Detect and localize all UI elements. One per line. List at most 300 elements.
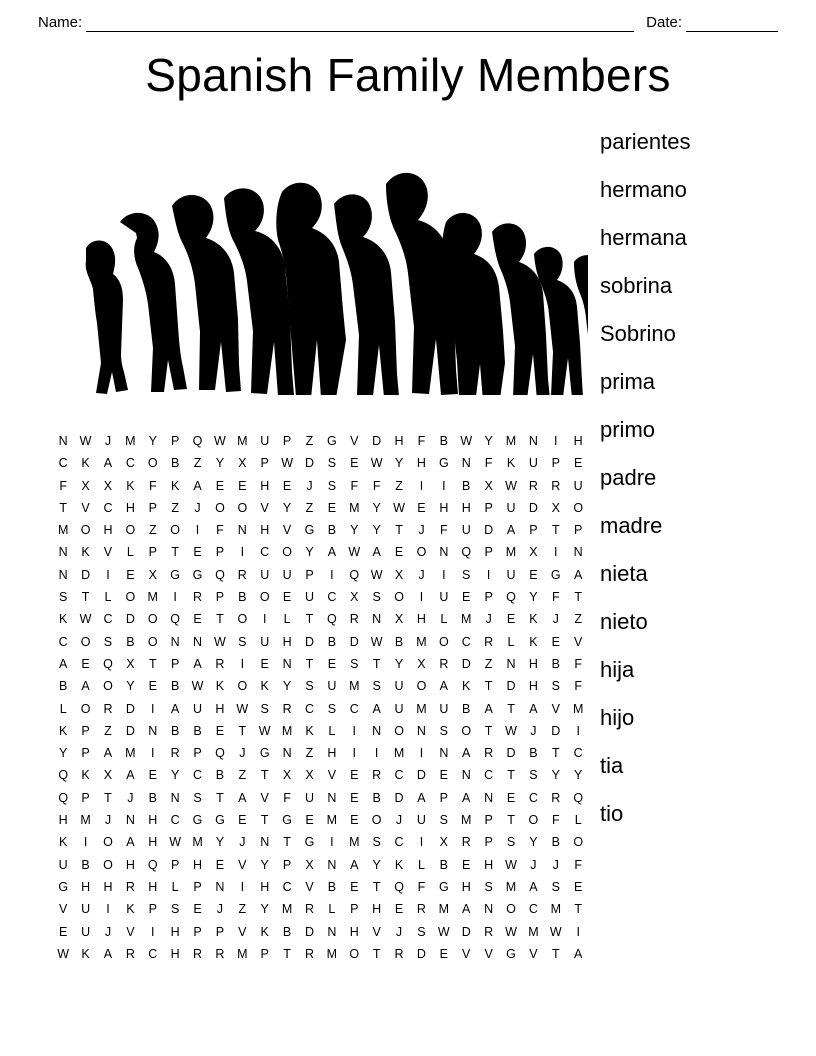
grid-cell[interactable]: P [484,590,493,605]
grid-cell[interactable]: C [394,835,404,850]
grid-cell[interactable]: P [193,879,202,894]
grid-cell[interactable]: D [304,456,314,471]
grid-cell[interactable]: N [416,723,426,738]
grid-cell[interactable]: Z [104,723,112,738]
grid-cell[interactable]: A [59,656,68,671]
grid-cell[interactable]: E [506,612,516,627]
grid-cell[interactable]: X [529,545,538,560]
grid-cell[interactable]: P [170,434,180,448]
grid-cell[interactable]: J [216,902,224,917]
grid-cell[interactable]: A [103,746,113,761]
grid-cell[interactable]: W [370,456,383,471]
grid-cell[interactable]: Y [574,768,583,783]
grid-cell[interactable]: I [173,590,177,605]
grid-cell[interactable]: C [349,701,359,716]
grid-cell[interactable]: E [350,879,359,894]
grid-cell[interactable]: S [462,567,471,582]
grid-cell[interactable]: F [551,590,560,605]
grid-cell[interactable]: R [439,656,449,671]
grid-cell[interactable]: X [394,567,404,582]
grid-cell[interactable]: W [281,456,293,471]
grid-cell[interactable]: P [193,746,202,761]
grid-cell[interactable]: R [304,902,314,917]
grid-cell[interactable]: R [484,746,494,761]
grid-cell[interactable]: S [327,701,337,716]
grid-cell[interactable]: M [393,746,405,761]
grid-cell[interactable]: U [282,567,292,582]
grid-cell[interactable]: S [260,701,269,716]
grid-cell[interactable]: O [416,545,427,560]
grid-cell[interactable]: D [416,768,426,783]
grid-cell[interactable]: C [193,768,203,783]
grid-cell[interactable]: E [462,857,471,872]
grid-cell[interactable]: P [260,456,269,471]
grid-cell[interactable]: E [193,902,202,917]
grid-cell[interactable]: P [193,924,202,939]
grid-cell[interactable]: N [327,924,337,939]
grid-cell[interactable]: P [439,790,448,805]
grid-cell[interactable]: C [58,634,68,649]
grid-cell[interactable]: Y [372,523,381,538]
grid-cell[interactable]: A [529,701,538,716]
grid-cell[interactable]: N [215,879,225,894]
grid-cell[interactable]: K [81,768,90,783]
grid-cell[interactable]: Y [215,835,225,850]
grid-cell[interactable]: F [574,857,582,872]
grid-cell[interactable]: J [127,790,134,805]
grid-cell[interactable]: X [126,656,135,671]
grid-cell[interactable]: E [394,545,404,560]
grid-cell[interactable]: G [438,879,449,894]
grid-cell[interactable]: I [262,612,267,627]
grid-cell[interactable]: F [574,679,582,694]
grid-cell[interactable]: B [170,723,180,738]
grid-cell[interactable]: Y [59,746,68,761]
grid-cell[interactable]: X [238,456,247,471]
grid-cell[interactable]: M [349,679,360,694]
grid-cell[interactable]: B [462,701,471,716]
grid-cell[interactable]: R [215,656,225,671]
grid-cell[interactable]: I [151,701,155,716]
grid-cell[interactable]: S [103,634,113,649]
grid-cell[interactable]: H [148,879,158,894]
grid-cell[interactable]: C [573,746,583,761]
grid-cell[interactable]: K [59,723,68,738]
grid-cell[interactable]: N [237,523,247,538]
grid-cell[interactable]: R [416,902,426,917]
grid-cell[interactable]: R [551,478,561,493]
grid-cell[interactable]: E [126,567,135,582]
grid-cell[interactable]: M [147,590,158,605]
grid-cell[interactable]: E [282,590,292,605]
grid-cell[interactable]: B [126,634,135,649]
grid-cell[interactable]: I [330,567,334,582]
grid-cell[interactable]: I [151,924,155,939]
grid-cell[interactable]: O [573,500,584,515]
grid-cell[interactable]: M [349,835,360,850]
grid-cell[interactable]: Y [126,679,135,694]
grid-cell[interactable]: V [305,879,314,894]
grid-cell[interactable]: R [349,612,359,627]
grid-cell[interactable]: L [171,879,179,894]
grid-cell[interactable]: M [237,434,248,448]
grid-cell[interactable]: R [170,746,180,761]
grid-cell[interactable]: V [350,434,359,448]
grid-cell[interactable]: Q [573,790,584,805]
grid-cell[interactable]: O [125,590,136,605]
grid-cell[interactable]: T [59,500,68,515]
grid-cell[interactable]: J [306,478,313,493]
grid-cell[interactable]: M [416,701,427,716]
grid-cell[interactable]: I [442,478,446,493]
grid-cell[interactable]: U [58,857,68,872]
grid-cell[interactable]: D [81,567,91,582]
grid-cell[interactable]: N [125,813,135,828]
grid-cell[interactable]: H [416,612,426,627]
grid-cell[interactable]: M [528,924,539,939]
grid-cell[interactable]: J [194,500,201,515]
grid-cell[interactable]: V [238,857,247,872]
grid-cell[interactable]: U [327,679,337,694]
grid-cell[interactable]: D [416,946,426,961]
grid-cell[interactable]: H [282,634,292,649]
grid-cell[interactable]: P [215,924,225,939]
grid-cell[interactable]: N [461,456,471,471]
grid-cell[interactable]: F [440,523,448,538]
grid-cell[interactable]: R [125,879,135,894]
grid-cell[interactable]: H [439,500,449,515]
grid-cell[interactable]: N [484,790,494,805]
grid-cell[interactable]: S [372,590,381,605]
grid-cell[interactable]: Y [372,500,381,515]
grid-cell[interactable]: O [416,679,427,694]
grid-cell[interactable]: K [170,478,180,493]
grid-cell[interactable]: U [439,590,449,605]
grid-cell[interactable]: R [193,590,203,605]
grid-cell[interactable]: J [418,567,425,582]
grid-cell[interactable]: N [372,612,382,627]
grid-cell[interactable]: D [506,679,516,694]
grid-cell[interactable]: B [551,835,560,850]
word-list-item[interactable]: hermana [600,225,687,250]
grid-cell[interactable]: A [193,478,202,493]
grid-cell[interactable]: E [327,656,337,671]
grid-cell[interactable]: F [551,813,560,828]
grid-cell[interactable]: J [418,523,425,538]
grid-cell[interactable]: G [282,813,292,828]
grid-cell[interactable]: E [193,612,202,627]
grid-cell[interactable]: M [461,612,472,627]
grid-cell[interactable]: Y [350,523,359,538]
grid-cell[interactable]: V [238,924,247,939]
grid-cell[interactable]: Z [574,612,582,627]
grid-cell[interactable]: I [374,746,379,761]
grid-cell[interactable]: T [148,656,157,671]
grid-cell[interactable]: Z [305,500,314,515]
grid-cell[interactable]: J [530,857,537,872]
grid-cell[interactable]: R [461,835,471,850]
grid-cell[interactable]: L [507,634,515,649]
grid-cell[interactable]: W [505,723,517,738]
grid-cell[interactable]: Q [215,567,225,582]
grid-cell[interactable]: H [349,924,359,939]
grid-cell[interactable]: I [419,478,424,493]
grid-cell[interactable]: U [394,679,404,694]
grid-cell[interactable]: P [350,902,359,917]
grid-cell[interactable]: N [170,790,180,805]
grid-cell[interactable]: V [462,946,471,961]
grid-cell[interactable]: O [237,500,248,515]
grid-cell[interactable]: N [327,857,337,872]
grid-cell[interactable]: F [484,456,493,471]
grid-cell[interactable]: V [260,790,269,805]
grid-cell[interactable]: M [281,902,293,917]
grid-cell[interactable]: W [79,434,92,448]
grid-cell[interactable]: K [126,902,135,917]
grid-cell[interactable]: U [506,500,516,515]
grid-cell[interactable]: X [103,768,113,783]
grid-cell[interactable]: J [552,612,559,627]
grid-cell[interactable]: H [372,902,382,917]
grid-cell[interactable]: A [462,790,471,805]
grid-cell[interactable]: U [304,790,314,805]
grid-cell[interactable]: U [81,902,91,917]
grid-cell[interactable]: S [372,835,381,850]
grid-cell[interactable]: E [81,656,90,671]
grid-cell[interactable]: P [305,567,314,582]
grid-cell[interactable]: M [57,523,69,538]
grid-cell[interactable]: V [59,902,68,917]
grid-cell[interactable]: Y [282,500,292,515]
grid-cell[interactable]: X [103,478,113,493]
grid-cell[interactable]: A [439,679,448,694]
grid-cell[interactable]: J [485,612,492,627]
grid-cell[interactable]: A [506,523,516,538]
grid-cell[interactable]: D [461,924,471,939]
grid-cell[interactable]: W [505,857,517,872]
grid-cell[interactable]: I [352,746,357,761]
grid-cell[interactable]: K [59,835,68,850]
grid-cell[interactable]: E [417,500,426,515]
grid-cell[interactable]: S [551,679,560,694]
grid-cell[interactable]: U [416,813,426,828]
grid-cell[interactable]: C [282,879,292,894]
grid-cell[interactable]: D [304,634,314,649]
grid-cell[interactable]: V [484,946,493,961]
grid-cell[interactable]: D [349,634,359,649]
grid-cell[interactable]: X [350,590,359,605]
grid-cell[interactable]: W [214,434,226,448]
grid-cell[interactable]: H [103,879,113,894]
grid-cell[interactable]: T [551,746,560,761]
grid-cell[interactable]: S [59,590,68,605]
grid-cell[interactable]: H [260,478,270,493]
grid-cell[interactable]: R [103,701,113,716]
grid-cell[interactable]: I [330,835,334,850]
grid-cell[interactable]: V [529,946,538,961]
grid-cell[interactable]: R [528,478,538,493]
grid-cell[interactable]: M [125,746,136,761]
grid-cell[interactable]: C [125,456,135,471]
grid-cell[interactable]: R [237,567,247,582]
grid-cell[interactable]: I [486,567,491,582]
grid-cell[interactable]: O [394,590,404,605]
grid-cell[interactable]: L [440,612,448,627]
grid-cell[interactable]: N [282,656,292,671]
grid-cell[interactable]: Y [529,835,538,850]
grid-cell[interactable]: A [103,456,113,471]
grid-cell[interactable]: T [507,768,515,783]
grid-cell[interactable]: H [327,746,337,761]
grid-cell[interactable]: C [528,902,538,917]
grid-cell[interactable]: P [529,523,538,538]
grid-cell[interactable]: I [151,746,155,761]
grid-cell[interactable]: K [305,723,314,738]
grid-cell[interactable]: Z [305,746,314,761]
grid-cell[interactable]: Z [238,768,247,783]
grid-cell[interactable]: B [193,723,202,738]
grid-cell[interactable]: Z [148,523,157,538]
grid-cell[interactable]: Y [529,590,538,605]
grid-cell[interactable]: G [192,813,203,828]
grid-cell[interactable]: E [551,634,560,649]
grid-cell[interactable]: A [574,946,583,961]
grid-cell[interactable]: B [551,656,560,671]
grid-cell[interactable]: G [192,567,203,582]
grid-cell[interactable]: F [216,523,224,538]
grid-cell[interactable]: J [552,857,559,872]
grid-cell[interactable]: O [237,612,248,627]
grid-cell[interactable]: E [148,679,157,694]
grid-cell[interactable]: H [125,500,135,515]
word-list-item[interactable]: primo [600,417,656,442]
grid-cell[interactable]: H [573,434,583,448]
grid-cell[interactable]: Z [305,434,314,448]
grid-cell[interactable]: Q [58,768,69,783]
grid-cell[interactable]: N [439,746,449,761]
grid-cell[interactable]: W [505,478,517,493]
grid-cell[interactable]: V [126,924,135,939]
grid-cell[interactable]: Y [170,768,180,783]
grid-cell[interactable]: P [215,590,225,605]
grid-cell[interactable]: B [327,523,337,538]
grid-cell[interactable]: B [439,434,448,448]
grid-cell[interactable]: B [215,768,225,783]
grid-cell[interactable]: H [484,857,494,872]
grid-cell[interactable]: N [58,545,68,560]
grid-cell[interactable]: H [148,813,158,828]
grid-cell[interactable]: M [125,434,136,448]
grid-cell[interactable]: N [58,567,68,582]
grid-cell[interactable]: D [551,723,561,738]
grid-cell[interactable]: S [238,634,247,649]
grid-cell[interactable]: A [126,768,135,783]
grid-cell[interactable]: T [305,612,314,627]
grid-cell[interactable]: B [148,790,157,805]
grid-cell[interactable]: P [282,857,292,872]
grid-cell[interactable]: T [484,679,493,694]
grid-cell[interactable]: J [395,924,403,939]
grid-cell[interactable]: J [530,723,537,738]
grid-cell[interactable]: U [439,701,449,716]
grid-cell[interactable]: O [282,545,292,560]
word-list-item[interactable]: nieta [600,561,648,586]
grid-cell[interactable]: Q [215,746,225,761]
grid-cell[interactable]: V [282,523,292,538]
grid-cell[interactable]: H [528,679,538,694]
grid-cell[interactable]: T [104,790,112,805]
grid-cell[interactable]: O [103,835,113,850]
grid-cell[interactable]: R [193,946,203,961]
grid-cell[interactable]: N [372,723,382,738]
grid-cell[interactable]: M [281,723,293,738]
grid-cell[interactable]: S [170,902,180,917]
grid-cell[interactable]: B [81,857,90,872]
grid-cell[interactable]: X [551,500,560,515]
grid-cell[interactable]: Y [282,679,292,694]
grid-cell[interactable]: E [215,478,225,493]
grid-cell[interactable]: O [80,701,91,716]
grid-cell[interactable]: P [484,835,493,850]
grid-cell[interactable]: I [576,723,580,738]
grid-cell[interactable]: C [327,590,337,605]
grid-cell[interactable]: I [419,746,424,761]
grid-cell[interactable]: A [170,701,180,716]
grid-cell[interactable]: S [193,790,202,805]
grid-cell[interactable]: S [417,924,426,939]
grid-cell[interactable]: I [195,523,200,538]
grid-cell[interactable]: N [528,434,538,448]
grid-cell[interactable]: J [239,746,246,761]
grid-cell[interactable]: H [148,835,158,850]
grid-cell[interactable]: E [439,946,448,961]
grid-cell[interactable]: I [352,723,357,738]
grid-cell[interactable]: C [461,634,471,649]
grid-cell[interactable]: J [395,813,403,828]
grid-cell[interactable]: P [282,434,292,448]
grid-cell[interactable]: B [439,857,448,872]
grid-cell[interactable]: L [574,813,582,828]
grid-cell[interactable]: K [59,612,68,627]
grid-cell[interactable]: B [282,924,292,939]
grid-cell[interactable]: H [170,946,180,961]
grid-cell[interactable]: B [462,478,471,493]
grid-cell[interactable]: A [126,835,135,850]
grid-cell[interactable]: O [573,835,584,850]
grid-cell[interactable]: O [103,679,113,694]
grid-cell[interactable]: P [484,545,493,560]
grid-cell[interactable]: N [484,902,494,917]
grid-cell[interactable]: I [419,835,424,850]
grid-cell[interactable]: O [147,634,158,649]
grid-cell[interactable]: G [304,523,315,538]
grid-cell[interactable]: M [572,701,584,716]
grid-cell[interactable]: D [125,612,135,627]
grid-cell[interactable]: S [327,456,337,471]
grid-cell[interactable]: M [192,835,203,850]
grid-cell[interactable]: U [81,924,91,939]
grid-cell[interactable]: D [125,701,135,716]
grid-cell[interactable]: E [282,478,292,493]
grid-cell[interactable]: U [260,634,270,649]
grid-cell[interactable]: C [58,456,68,471]
grid-cell[interactable]: V [81,500,90,515]
grid-cell[interactable]: A [103,946,113,961]
grid-cell[interactable]: K [260,679,269,694]
grid-cell[interactable]: C [484,768,494,783]
grid-cell[interactable]: S [327,478,337,493]
grid-cell[interactable]: H [260,523,270,538]
